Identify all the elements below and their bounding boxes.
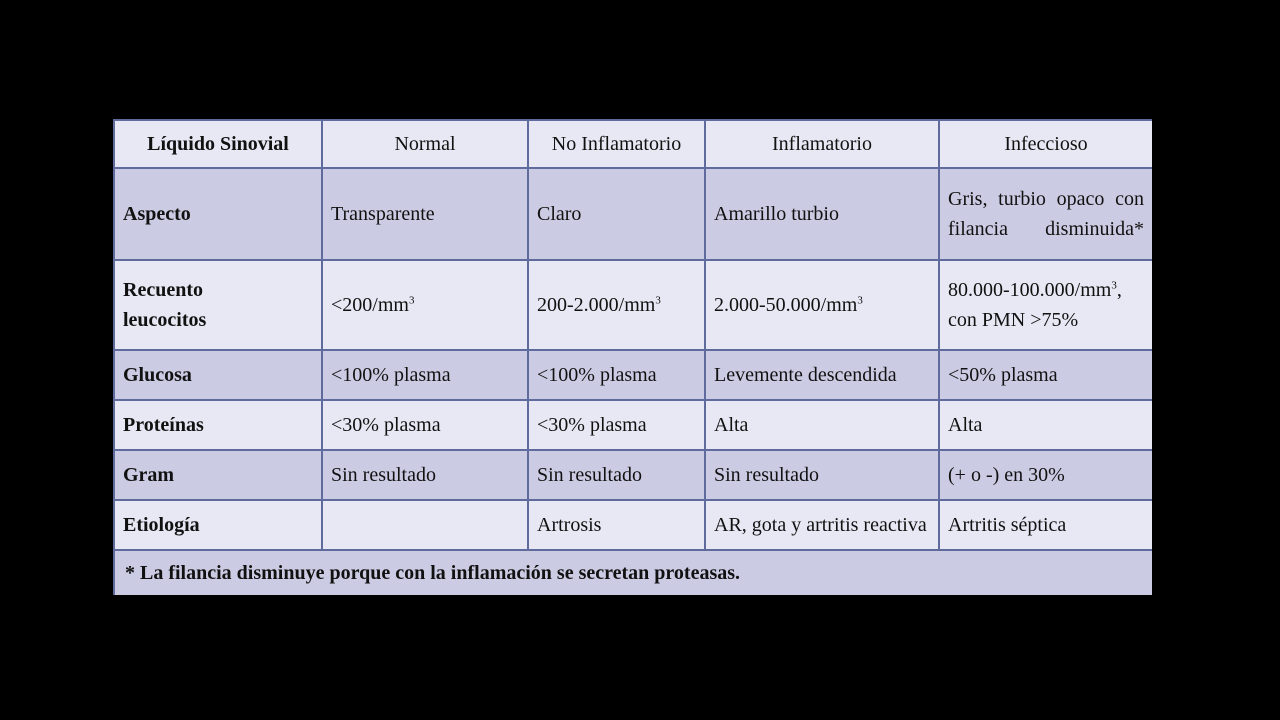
cell-gram-inflamatorio: Sin resultado [705,450,939,500]
cell-recuento-infeccioso [939,260,1152,350]
cell-recuento-infeccioso-value: 80.000-100.000/mm [948,279,1112,301]
cell-glucosa-no-inflamatorio: <100% plasma [528,350,705,400]
cell-gram-normal: Sin resultado [322,450,528,500]
cell-proteinas-infeccioso: Alta [939,400,1152,450]
row-label-recuento-leucocitos [114,260,322,350]
table-row-aspecto [114,168,1152,260]
superscript-3: 3 [408,294,415,307]
cell-etiologia-no-inflamatorio: Artrosis [528,500,705,550]
header-infeccioso: Infeccioso [939,120,1152,168]
cell-gram-no-inflamatorio: Sin resultado [528,450,705,500]
superscript-3: 3 [1111,279,1117,292]
row-label-aspecto: Aspecto [114,168,322,260]
footnote: * La filancia disminuye porque con la inflamación se secretan proteasas. [114,550,1152,595]
superscript-3: 3 [655,294,661,307]
header-inflamatorio: Inflamatorio [705,120,939,168]
table-row-recuento-leucocitos [114,260,1152,350]
cell-aspecto-no-inflamatorio: Claro [528,168,705,260]
cell-recuento-no-inflamatorio [528,260,705,350]
table-footnote-row [114,550,1152,595]
cell-recuento-normal-value: <200/mm [331,294,409,316]
cell-glucosa-normal: <100% plasma [322,350,528,400]
cell-recuento-normal [322,260,528,350]
cell-etiologia-inflamatorio: AR, gota y artritis reactiva [705,500,939,550]
cell-glucosa-inflamatorio: Levemente descendida [705,350,939,400]
row-label-gram: Gram [114,450,322,500]
cell-proteinas-no-inflamatorio: <30% plasma [528,400,705,450]
cell-etiologia-infeccioso: Artritis séptica [939,500,1152,550]
cell-recuento-no-inflamatorio-value: 200-2.000/mm [537,294,656,316]
table-row-gram [114,450,1152,500]
cell-recuento-infeccioso-line2: con PMN >75% [948,309,1079,331]
cell-gram-infeccioso: (+ o -) en 30% [939,450,1152,500]
row-label-glucosa: Glucosa [114,350,322,400]
cell-recuento-inflamatorio-value: 2.000-50.000/mm [714,294,858,316]
cell-glucosa-infeccioso: <50% plasma [939,350,1152,400]
cell-recuento-inflamatorio [705,260,939,350]
cell-proteinas-inflamatorio: Alta [705,400,939,450]
header-normal: Normal [322,120,528,168]
synovial-fluid-table-container [113,119,1152,595]
synovial-fluid-table [113,119,1152,595]
cell-aspecto-infeccioso: Gris, turbio opaco con filancia disminuida* [939,168,1152,260]
header-liquido-sinovial: Líquido Sinovial [114,120,322,168]
cell-aspecto-inflamatorio: Amarillo turbio [705,168,939,260]
cell-recuento-infeccioso-comma: , [1116,279,1122,301]
row-label-recuento-line2: leucocitos [123,309,207,331]
table-row-glucosa [114,350,1152,400]
superscript-3: 3 [857,294,863,307]
cell-proteinas-normal: <30% plasma [322,400,528,450]
cell-etiologia-normal [322,500,528,550]
header-no-inflamatorio: No Inflamatorio [528,120,705,168]
row-label-proteinas: Proteínas [114,400,322,450]
row-label-etiologia: Etiología [114,500,322,550]
row-label-recuento-line1: Recuento [123,279,203,301]
cell-aspecto-normal: Transparente [322,168,528,260]
table-header-row [114,120,1152,168]
table-row-etiologia [114,500,1152,550]
table-row-proteinas [114,400,1152,450]
